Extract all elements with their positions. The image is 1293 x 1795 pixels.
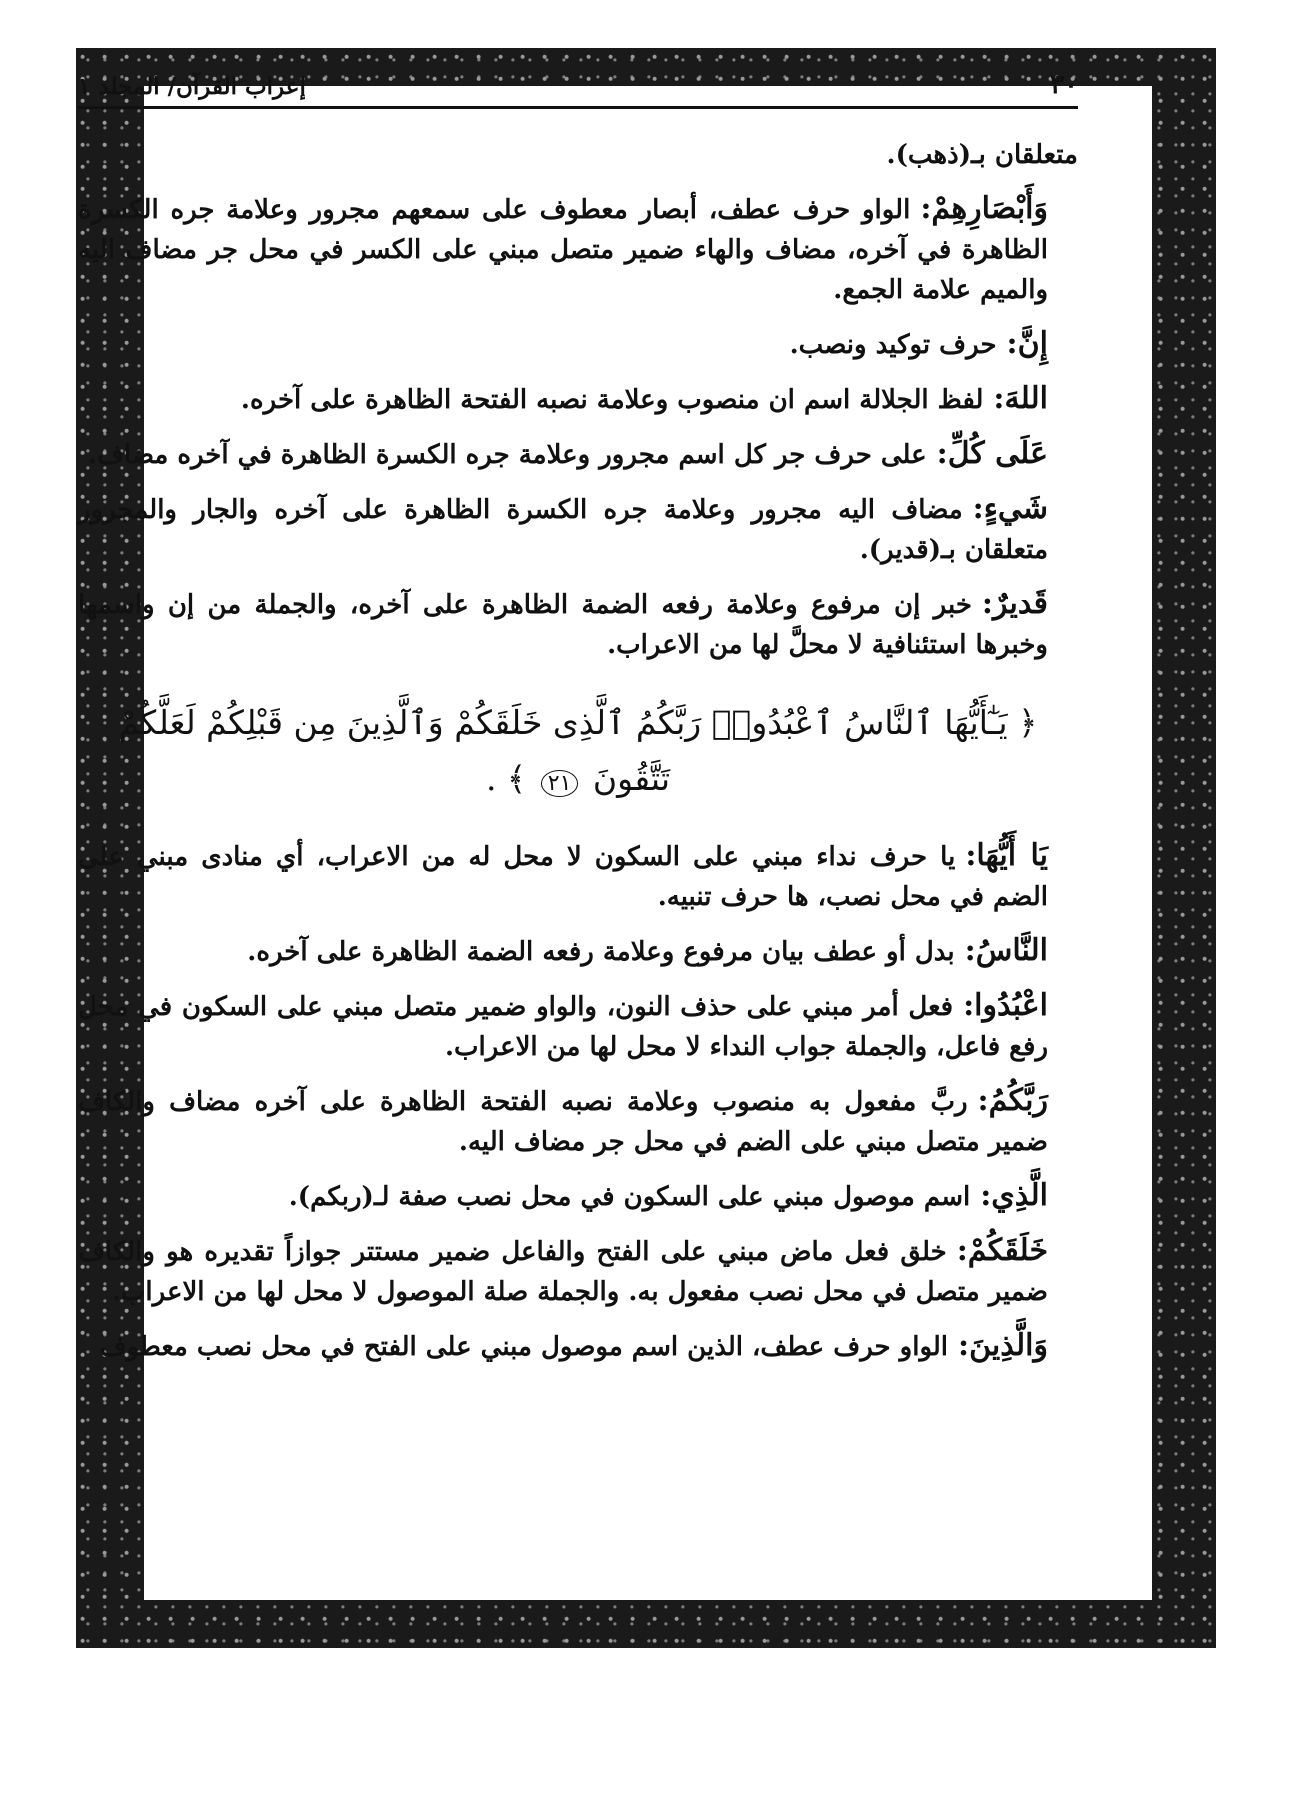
parsed-word: إِنَّ: xyxy=(1006,326,1048,361)
paragraph xyxy=(78,836,1078,917)
book-title: إعراب القرآن/ المجلد ١ xyxy=(78,73,306,100)
parsed-word: شَيءٍ: xyxy=(972,491,1048,526)
parsing-text: على حرف جر كل اسم مجرور وعلامة جره الكسرة الظاهرة في آخره مضاف. xyxy=(87,440,927,470)
paragraph xyxy=(78,1326,1078,1367)
paragraph xyxy=(78,489,1078,570)
parsed-word: وَالَّذِينَ: xyxy=(958,1328,1048,1363)
parsing-text: خلق فعل ماض مبني على الفتح والفاعل ضمير مستتر جوازاً تقديره هو والكاف ضمير متصل في محل نصب مفعول به. والجملة صلة الموصول لا محل لها من الاعراب. xyxy=(78,1237,1048,1307)
page-number: ٣٠ xyxy=(1050,70,1078,100)
parsed-word: يَا أَيُّهَا: xyxy=(965,838,1048,873)
paragraph xyxy=(78,1176,1078,1217)
parsing-text: مضاف اليه مجرور وعلامة جره الكسرة الظاهرة على آخره والجار والمجرور متعلقان بـ(قدير). xyxy=(78,495,1048,565)
parsed-word: عَلَى كُلِّ: xyxy=(936,436,1048,471)
paragraph xyxy=(78,379,1078,420)
parsing-text: بدل أو عطف بيان مرفوع وعلامة رفعه الضمة الظاهرة على آخره. xyxy=(247,937,955,967)
page-content xyxy=(78,70,1078,1381)
running-header xyxy=(78,70,1078,109)
parsed-word: رَبَّكُمُ: xyxy=(977,1083,1048,1118)
paragraph xyxy=(78,986,1078,1067)
paragraph xyxy=(78,1081,1078,1162)
paragraph xyxy=(78,931,1078,972)
verse-number: ٢١ xyxy=(541,770,579,797)
parsing-text: فعل أمر مبني على حذف النون، والواو ضمير متصل مبني على السكون في محل رفع فاعل، والجملة جواب النداء لا محل لها من الاعراب. xyxy=(78,992,1048,1062)
parsed-word: النَّاسُ: xyxy=(964,933,1048,968)
paragraph: متعلقان بـ(ذهب). xyxy=(886,140,1078,170)
paragraph xyxy=(78,434,1078,475)
quran-verse xyxy=(78,695,1078,812)
parsing-text: لفظ الجلالة اسم ان منصوب وعلامة نصبه الفتحة الظاهرة على آخره. xyxy=(240,385,984,415)
paragraph xyxy=(78,584,1078,665)
parsed-word: الَّذِي: xyxy=(980,1178,1048,1213)
paragraph xyxy=(78,1231,1078,1312)
parsing-text: خبر إن مرفوع وعلامة رفعه الضمة الظاهرة على آخره، والجملة من إن واسمها وخبرها استئنافية لا محلَّ لها من الاعراب. xyxy=(78,590,1048,660)
parsed-word: اعْبُدُوا: xyxy=(963,988,1048,1023)
parsed-word: اللهَ: xyxy=(993,381,1048,416)
parsed-word: وَأَبْصَارِهِمْ: xyxy=(920,191,1048,226)
paragraph xyxy=(78,324,1078,365)
parsing-text: اسم موصول مبني على السكون في محل نصب صفة لـ(ربكم). xyxy=(288,1182,971,1212)
verse-close-bracket: ﴾ . xyxy=(485,759,527,798)
parsing-text: الواو حرف عطف، الذين اسم موصول مبني على الفتح في محل نصب معطوف xyxy=(99,1332,949,1362)
parsing-text: حرف توكيد ونصب. xyxy=(789,330,997,360)
paragraph xyxy=(78,189,1078,310)
verse-text: ﴿ يَـٰٓأَيُّهَا ٱلنَّاسُ ٱعْبُدُوا۟ رَبَّكُمُ ٱلَّذِى خَلَقَكُمْ وَٱلَّذِينَ مِن قَبْلِكُمْ لَعَلَّكُمْ تَتَّقُونَ xyxy=(118,703,1038,798)
parsed-word: خَلَقَكُمْ: xyxy=(956,1233,1048,1268)
parsing-text: الواو حرف عطف، أبصار معطوف على سمعهم مجرور وعلامة جره الكسرة الظاهرة في آخره، مضاف والهاء ضمير متصل مبني على الكسر في محل جر مضاف اليه والميم علامة الجمع. xyxy=(78,195,1048,305)
parsing-text: ربَّ مفعول به منصوب وعلامة نصبه الفتحة الظاهرة على آخره مضاف والكاف ضمير متصل مبني على الضم في محل جر مضاف اليه. xyxy=(78,1087,1048,1157)
parsed-word: قَديرٌ: xyxy=(981,586,1048,621)
parsing-text: يا حرف نداء مبني على السكون لا محل له من الاعراب، أي منادى مبني على الضم في محل نصب، ها حرف تنبيه. xyxy=(78,842,1048,912)
